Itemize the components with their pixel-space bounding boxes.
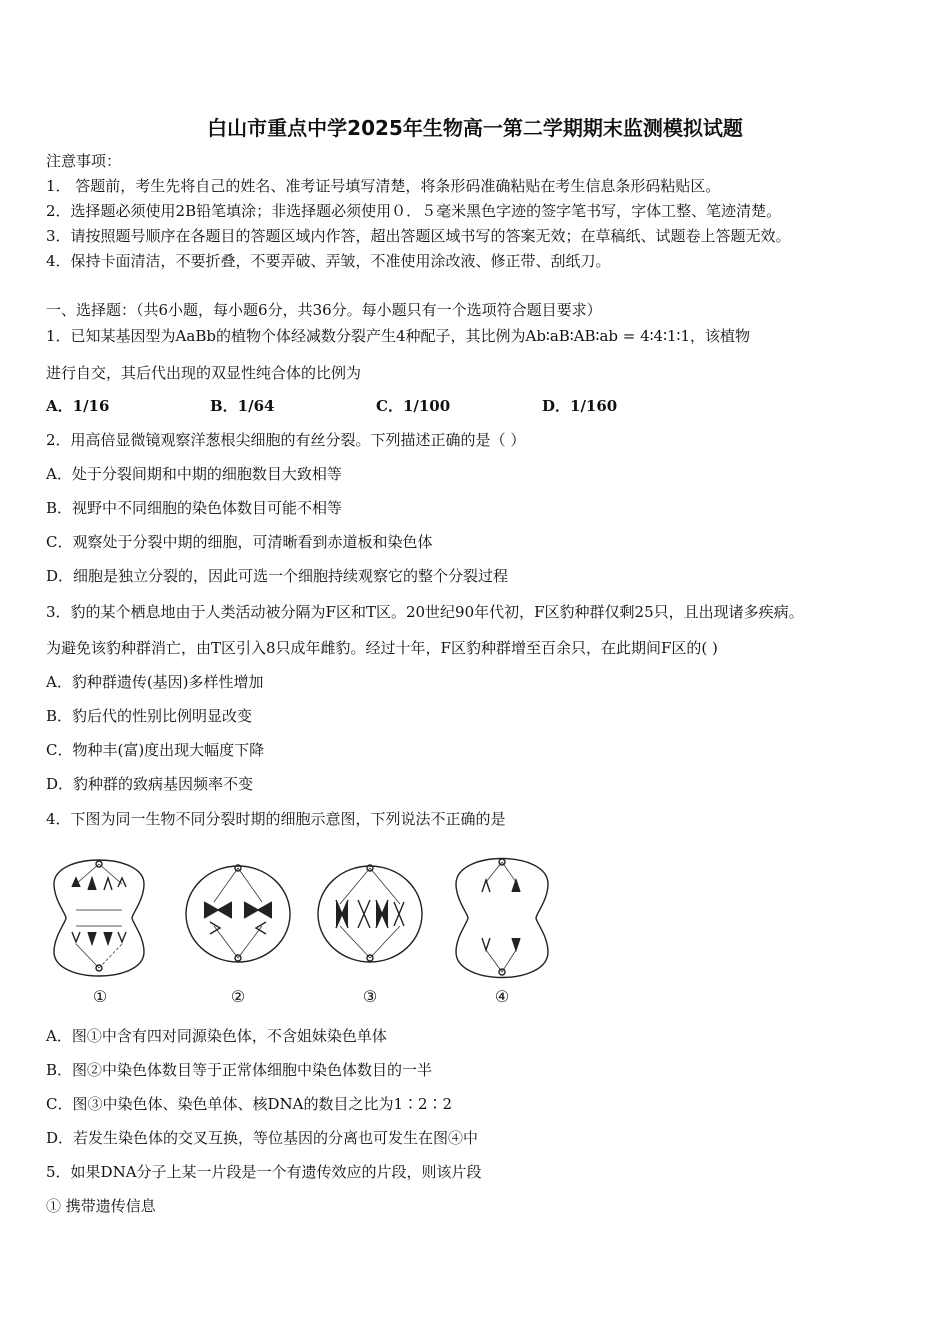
notice-heading: 注意事项： bbox=[46, 152, 122, 170]
option-c: C．1/100 bbox=[376, 397, 451, 415]
question-5-stem: 5．如果DNA分子上某一片段是一个有遗传效应的片段，则该片段 bbox=[46, 1163, 482, 1181]
cell-diagram-1 bbox=[54, 860, 144, 976]
figure-label-1: ① bbox=[92, 987, 108, 1006]
question-1-stem: 1．已知某基因型为AaBb的植物个体经减数分裂产生4种配子，其比例为Ab∶aB∶AB∶ab = 4∶4∶1∶1，该植物 bbox=[46, 327, 750, 345]
notice-item: 3．请按照题号顺序在各题目的答题区域内作答，超出答题区域书写的答案无效；在草稿纸、试题卷上答题无效。 bbox=[46, 227, 791, 245]
option-b: B．图②中染色体数目等于正常体细胞中染色体数目的一半 bbox=[46, 1061, 433, 1079]
question-3-stem-continued: 为避免该豹种群消亡，由T区引入8只成年雌豹。经过十年，F区豹种群增至百余只，在此期间F区的( ) bbox=[46, 639, 718, 657]
option-b: B．1/64 bbox=[210, 397, 275, 415]
section-heading: 一、选择题：（共6小题，每小题6分，共36分。每小题只有一个选项符合题目要求） bbox=[46, 301, 602, 319]
option-a: A．1/16 bbox=[46, 397, 110, 415]
figure-label-4: ④ bbox=[494, 987, 510, 1006]
cell-diagram-3 bbox=[318, 865, 422, 962]
cell-division-figure bbox=[46, 842, 566, 1012]
notice-item: 2．选择题必须使用2B铅笔填涂；非选择题必须使用０．５毫米黑色字迹的签字笔书写，字体工整、笔迹清楚。 bbox=[46, 202, 782, 220]
option-a: A．图①中含有四对同源染色体，不含姐妹染色单体 bbox=[46, 1027, 387, 1045]
figure-label-2: ② bbox=[230, 987, 246, 1006]
page-title: 白山市重点中学2025年生物高一第二学期期末监测模拟试题 bbox=[207, 116, 743, 140]
notice-item: 1． 答题前，考生先将自己的姓名、准考证号填写清楚，将条形码准确粘贴在考生信息条形码粘贴区。 bbox=[46, 177, 721, 195]
question-1-stem-continued: 进行自交，其后代出现的双显性纯合体的比例为 bbox=[46, 364, 362, 382]
option-d: D．1/160 bbox=[542, 397, 618, 415]
cell-diagram-2 bbox=[186, 865, 290, 962]
cell-diagram-4 bbox=[456, 859, 548, 978]
option-c: C．观察处于分裂中期的细胞，可清晰看到赤道板和染色体 bbox=[46, 533, 433, 551]
option-a: A．豹种群遗传(基因)多样性增加 bbox=[46, 673, 264, 691]
figure-label-3: ③ bbox=[362, 987, 378, 1006]
option-d: D．豹种群的致病基因频率不变 bbox=[46, 775, 254, 793]
question-4-stem: 4．下图为同一生物不同分裂时期的细胞示意图，下列说法不正确的是 bbox=[46, 810, 506, 828]
option-b: B．视野中不同细胞的染色体数目可能不相等 bbox=[46, 499, 343, 517]
option-b: B．豹后代的性别比例明显改变 bbox=[46, 707, 253, 725]
notice-item: 4．保持卡面清洁，不要折叠，不要弄破、弄皱，不准使用涂改液、修正带、刮纸刀。 bbox=[46, 252, 611, 270]
option-c: C．图③中染色体、染色单体、核DNA的数目之比为1∶2∶2 bbox=[46, 1095, 453, 1113]
question-5-item: ① 携带遗传信息 bbox=[46, 1197, 156, 1215]
option-d: D．若发生染色体的交叉互换，等位基因的分离也可发生在图④中 bbox=[46, 1129, 479, 1147]
question-2-stem: 2．用高倍显微镜观察洋葱根尖细胞的有丝分裂。下列描述正确的是（ ） bbox=[46, 431, 526, 449]
option-d: D．细胞是独立分裂的，因此可选一个细胞持续观察它的整个分裂过程 bbox=[46, 567, 509, 585]
question-3-stem: 3．豹的某个栖息地由于人类活动被分隔为F区和T区。20世纪90年代初，F区豹种群仅剩25只，且出现诸多疾病。 bbox=[46, 603, 804, 621]
option-c: C．物种丰(富)度出现大幅度下降 bbox=[46, 741, 265, 759]
option-a: A．处于分裂间期和中期的细胞数目大致相等 bbox=[46, 465, 342, 483]
